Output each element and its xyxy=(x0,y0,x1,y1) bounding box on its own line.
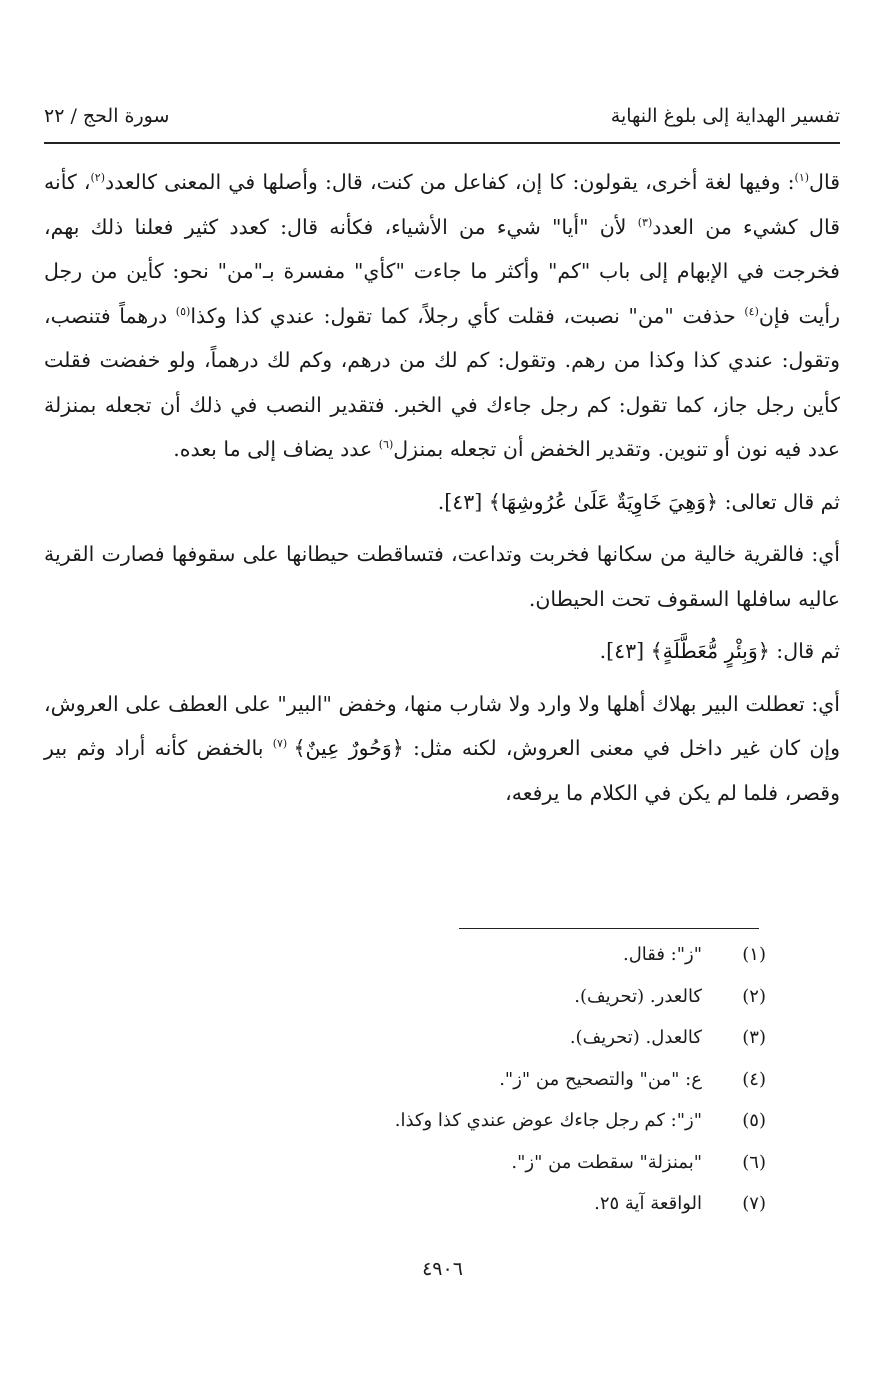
footnote-number: (٢) xyxy=(742,985,766,1007)
quran-quote: ﴿وَبِئْرٍ مُّعَطَّلَةٍ﴾ xyxy=(650,639,770,663)
footnote-number: (٣) xyxy=(742,1027,766,1048)
paragraph xyxy=(44,480,840,525)
footnote-text: "بمنزلة" سقطت من "ز". xyxy=(511,1151,702,1173)
text-run: درهماً فتنصب، وتقول: عندي كذا وكذا من رهم. وتقول: كم لك من درهم، وكم لك درهماً، ولو خفضت فقلت كأين رجل جاز، كما تقول: كم رجل جاءك في الخبر. فتقدير النصب في ذلك أن تجعله بمنزلة عدد فيه نون أو تنوين. وتقدير الخفض أن تجعله بمنزل xyxy=(44,303,840,461)
footnotes xyxy=(200,944,766,1235)
text-run: ، كأنه قال كشيء من العدد xyxy=(44,170,840,239)
quran-quote: ﴿وَحُورٌ عِينٌ﴾ xyxy=(293,736,404,760)
text-run: حذفت "من" نصبت، فقلت كأي رجلاً، كما تقول: عندي كذا وكذا xyxy=(190,303,745,328)
footnote-number: (٥) xyxy=(742,1110,766,1131)
footnote-ref: (١) xyxy=(794,171,810,185)
footnote-number: (٤) xyxy=(742,1068,766,1090)
surah-page-label: سورة الحج / ٢٢ xyxy=(44,105,170,127)
text-run: [٤٣]. xyxy=(599,639,651,663)
text-run: ثم قال تعالى: xyxy=(718,489,840,514)
footnote-item xyxy=(200,1152,766,1194)
footnote-item xyxy=(200,1027,766,1069)
footnote-text: "ز": فقال. xyxy=(622,944,702,965)
footnote-text: كالعدر. (تحريف). xyxy=(574,985,702,1007)
footnote-item xyxy=(200,1069,766,1111)
paragraph xyxy=(44,160,840,472)
text-run: لأن "أيا" شيء من الأشياء، فكأنه قال: كعدد كثير فعلنا ذلك بهم، فخرجت في الإبهام إلى باب "كم" وأكثر ما جاءت "كأي" مفسرة بـ"من" نحو: كأين من رجل رأيت فإن xyxy=(44,214,840,328)
footnote-text: كالعدل. (تحريف). xyxy=(569,1027,702,1048)
footnote-number: (٧) xyxy=(742,1193,766,1214)
text-run: ثم قال: xyxy=(769,639,840,663)
footnote-item xyxy=(200,986,766,1028)
footnote-text: الواقعة آية ٢٥. xyxy=(594,1193,702,1214)
text-run: : وفيها لغة أخرى، يقولون: كا إن، كفاعل من كنت، قال: وأصلها في المعنى كالعدد xyxy=(105,170,795,194)
quran-quote: ﴿وَهِيَ خَاوِيَةٌ عَلَىٰ عُرُوشِهَا﴾ xyxy=(488,489,719,514)
footnote-text: "ز": كم رجل جاءك عوض عندي كذا وكذا. xyxy=(394,1110,702,1131)
footnote-number: (٦) xyxy=(742,1151,766,1173)
header-rule xyxy=(44,142,840,144)
footnote-number: (١) xyxy=(742,944,766,965)
footnote-text: ع: "من" والتصحيح من "ز". xyxy=(499,1068,702,1090)
footnote-ref: (٣) xyxy=(637,215,653,229)
book-title: تفسير الهداية إلى بلوغ النهاية xyxy=(610,105,840,127)
text-run: [٤٣]. xyxy=(437,489,489,514)
text-run: أي: فالقرية خالية من سكانها فخربت وتداعت، فتساقطت حيطانها على سقوفها فصارت القرية عاليه سافلها السقوف تحت الحيطان. xyxy=(44,542,840,611)
paragraph xyxy=(44,532,840,621)
running-header xyxy=(44,98,840,134)
footnote-ref: (٧) xyxy=(272,737,294,751)
footnote-ref: (٢) xyxy=(90,171,105,185)
text-run: بالخفض كأنه أراد وثم بير وقصر، فلما لم يكن في الكلام ما يرفعه، xyxy=(44,736,840,805)
paragraph xyxy=(44,682,840,816)
text-run: عدد يضاف إلى ما بعده. xyxy=(173,437,379,461)
footnote-ref: (٤) xyxy=(744,304,759,318)
text-run: أي: تعطلت البير بهلاك أهلها ولا وارد ولا شارب منها، وخفض "البير" على العطف على العروش، وإن كان غير داخل في معنى العروش، لكنه مثل: xyxy=(44,691,840,760)
footnote-ref: (٥) xyxy=(175,304,191,318)
text-run: قال xyxy=(809,170,840,194)
main-text xyxy=(44,160,840,815)
footnote-item xyxy=(200,1110,766,1152)
footnote-separator xyxy=(459,928,759,929)
footnote-item xyxy=(200,1193,766,1235)
page-number: ٤٩٠٦ xyxy=(422,1258,463,1280)
footnote-item xyxy=(200,944,766,986)
footnote-ref: (٦) xyxy=(378,438,394,452)
paragraph xyxy=(44,629,840,674)
